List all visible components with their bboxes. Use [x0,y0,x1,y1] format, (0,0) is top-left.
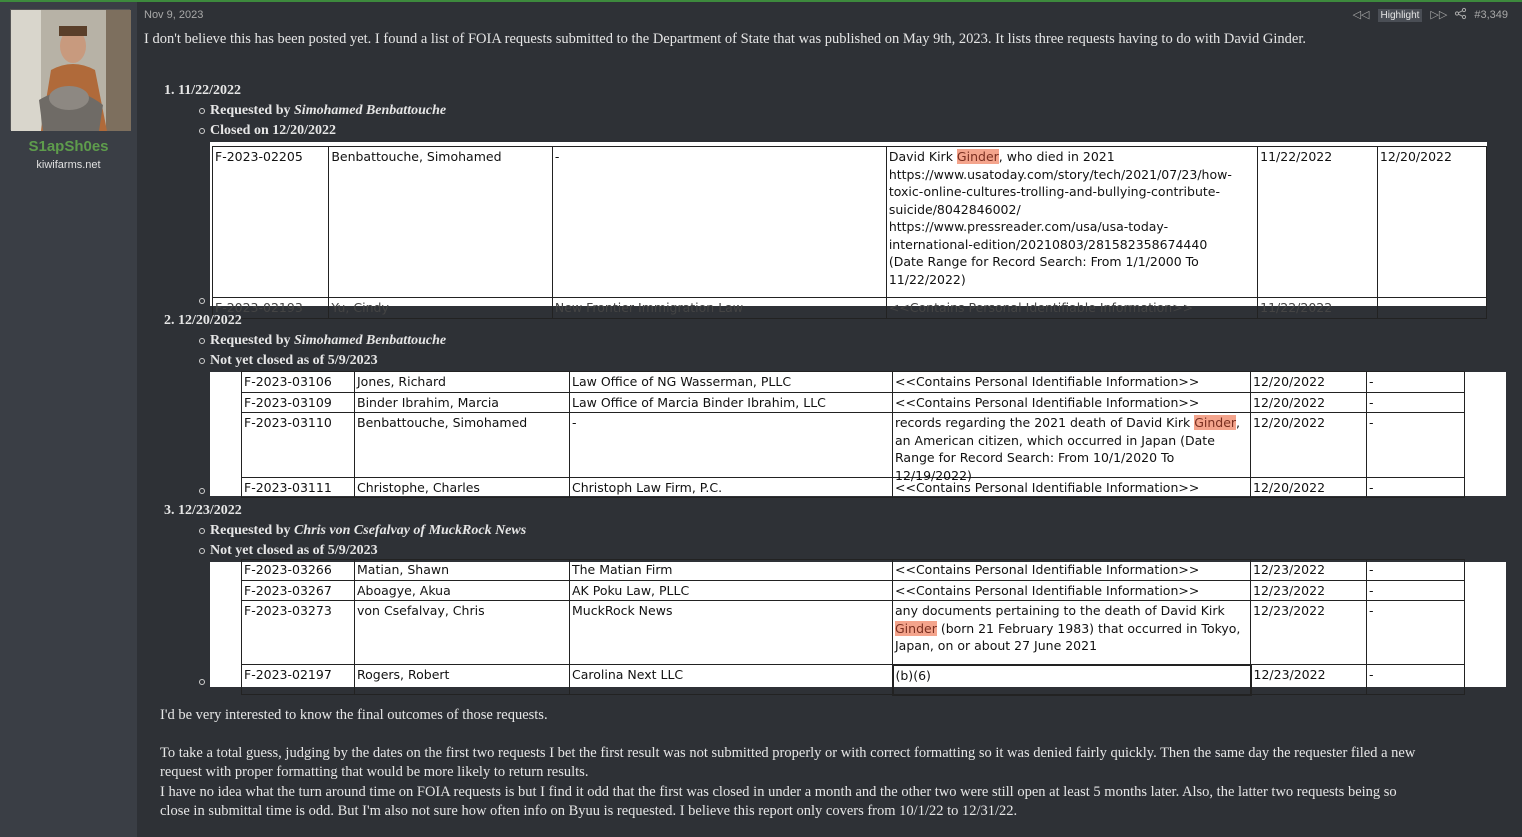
list-item-3: 3. 12/23/2022 [164,503,242,518]
bullet-icon [199,358,205,364]
foia-scan-1 [210,142,1487,315]
table-row: F-2023-03273 von Csefalvay, Chris MuckRock News any documents pertaining to the death of David Kirk Ginder (born 21 February 1983) that occurred in Tokyo, Japan, on or about 27 June 2021 12/23/2022 - [242,601,1465,665]
avatar-photo-icon [11,10,131,131]
outro-paragraph-2-line-1: To take a total guess, judging by the dates on the first two requests I bet the first result was not submitted properly or with correct formatting so it was denied fairly quickly. Then the same day the requester filed a new [160,745,1416,761]
bullet-icon [199,528,205,534]
outro-paragraph-3-line-2: close in submittal time is odd. But I'm also not sure how often info on Byuu is requested. I believe this report only covers from 10/1/22 to 12/31/22. [160,803,1018,819]
highlight-button[interactable]: Highlight [1378,9,1423,22]
bullet-icon [199,679,205,685]
table-row: F-2023-03110 Benbattouche, Simohamed - records regarding the 2021 death of David Kirk Ginder, an American citizen, which occurred in Japan (Date Range for Record Search: From 10/1/2020 To 12/19/2022) 12/20/2022 - [242,413,1465,478]
post-actions [1353,8,1508,22]
table-row: F-2023-02205 Benbattouche, Simohamed - David Kirk Ginder, who died in 2021 https://www.usatoday.com/story/tech/2021/07/23/how- toxic-online-cultures-trolling-and-bullying-contribute- suicide/8042846002/ https://www.pressreader.com/usa/usa-today- international-edition/20210803/281582358674440 (Date Range for Record Search: From 1/1/2000 To 11/22/2022) 11/22/2022 12/20/2022 [213,147,1487,298]
rewind-icon[interactable]: ◁◁ [1352,9,1370,21]
username[interactable]: S1apSh0es [28,138,109,155]
outro-paragraph-3-line-1: I have no idea what the turn around time on FOIA requests is but I find it odd that the first was closed in under a month and the other two were still open at least 5 months later. Also, the latter two requests being so [160,784,1397,800]
outro-paragraph-1: I'd be very interested to know the final outcomes of those requests. [160,707,548,723]
table-row: F-2023-03109 Binder Ibrahim, Marcia Law Office of Marcia Binder Ibrahim, LLC <<Contains Personal Identifiable Information>> 12/20/2022 - [242,392,1465,413]
requested-by-1: Requested by Simohamed Benbattouche [210,103,447,118]
bullet-icon [199,128,205,134]
user-title: kiwifarms.net [36,159,101,171]
bullet-icon [199,488,205,494]
list-item-1: 1. 11/22/2022 [164,83,242,98]
fast-forward-icon[interactable]: ▷▷ [1430,9,1448,21]
status-2: Not yet closed as of 5/9/2023 [210,353,378,368]
post-date[interactable]: Nov 9, 2023 [144,9,204,21]
table-row: F-2023-02193 Yu, Cindy New Frontier Immigration Law <<Contains Personal Identifiable Information>> 11/22/2022 [213,298,1487,319]
bullet-icon [199,108,205,114]
bullet-icon [199,548,205,554]
share-icon[interactable] [1455,8,1466,22]
bullet-icon [199,338,205,344]
requested-by-2: Requested by Simohamed Benbattouche [210,333,447,348]
post-number[interactable]: #3,349 [1474,9,1508,21]
table-row: F-2023-02197 Rogers, Robert Carolina Next LLC (b)(6) 12/23/2022 - [242,665,1465,695]
foia-scan-2 [210,372,1506,496]
table-row: F-2023-03266 Matian, Shawn The Matian Firm <<Contains Personal Identifiable Information>> 12/23/2022 - [242,560,1465,581]
status-1: Closed on 12/20/2022 [210,123,337,138]
avatar[interactable] [10,9,130,130]
foia-scan-3 [210,562,1506,687]
table-row: F-2023-03111 Christophe, Charles Christoph Law Firm, P.C. <<Contains Personal Identifiable Information>> 12/20/2022 - [242,477,1465,498]
post-author-sidebar [0,2,137,837]
outro-paragraph-2-line-2: request with proper formatting that would be more likely to return results. [160,764,589,780]
requested-by-3: Requested by Chris von Csefalvay of MuckRock News [210,523,527,538]
status-3: Not yet closed as of 5/9/2023 [210,543,378,558]
list-item-2: 2. 12/20/2022 [164,313,242,328]
bullet-icon [199,298,205,304]
intro-text: I don't believe this has been posted yet. I found a list of FOIA requests submitted to the Department of State that was published on May 9th, 2023. It lists three requests having to do with David Ginder. [144,31,1307,47]
table-row: F-2023-03106 Jones, Richard Law Office of NG Wasserman, PLLC <<Contains Personal Identifiable Information>> 12/20/2022 - [242,372,1465,393]
table-row: F-2023-03267 Aboagye, Akua AK Poku Law, PLLC <<Contains Personal Identifiable Information>> 12/23/2022 - [242,580,1465,601]
